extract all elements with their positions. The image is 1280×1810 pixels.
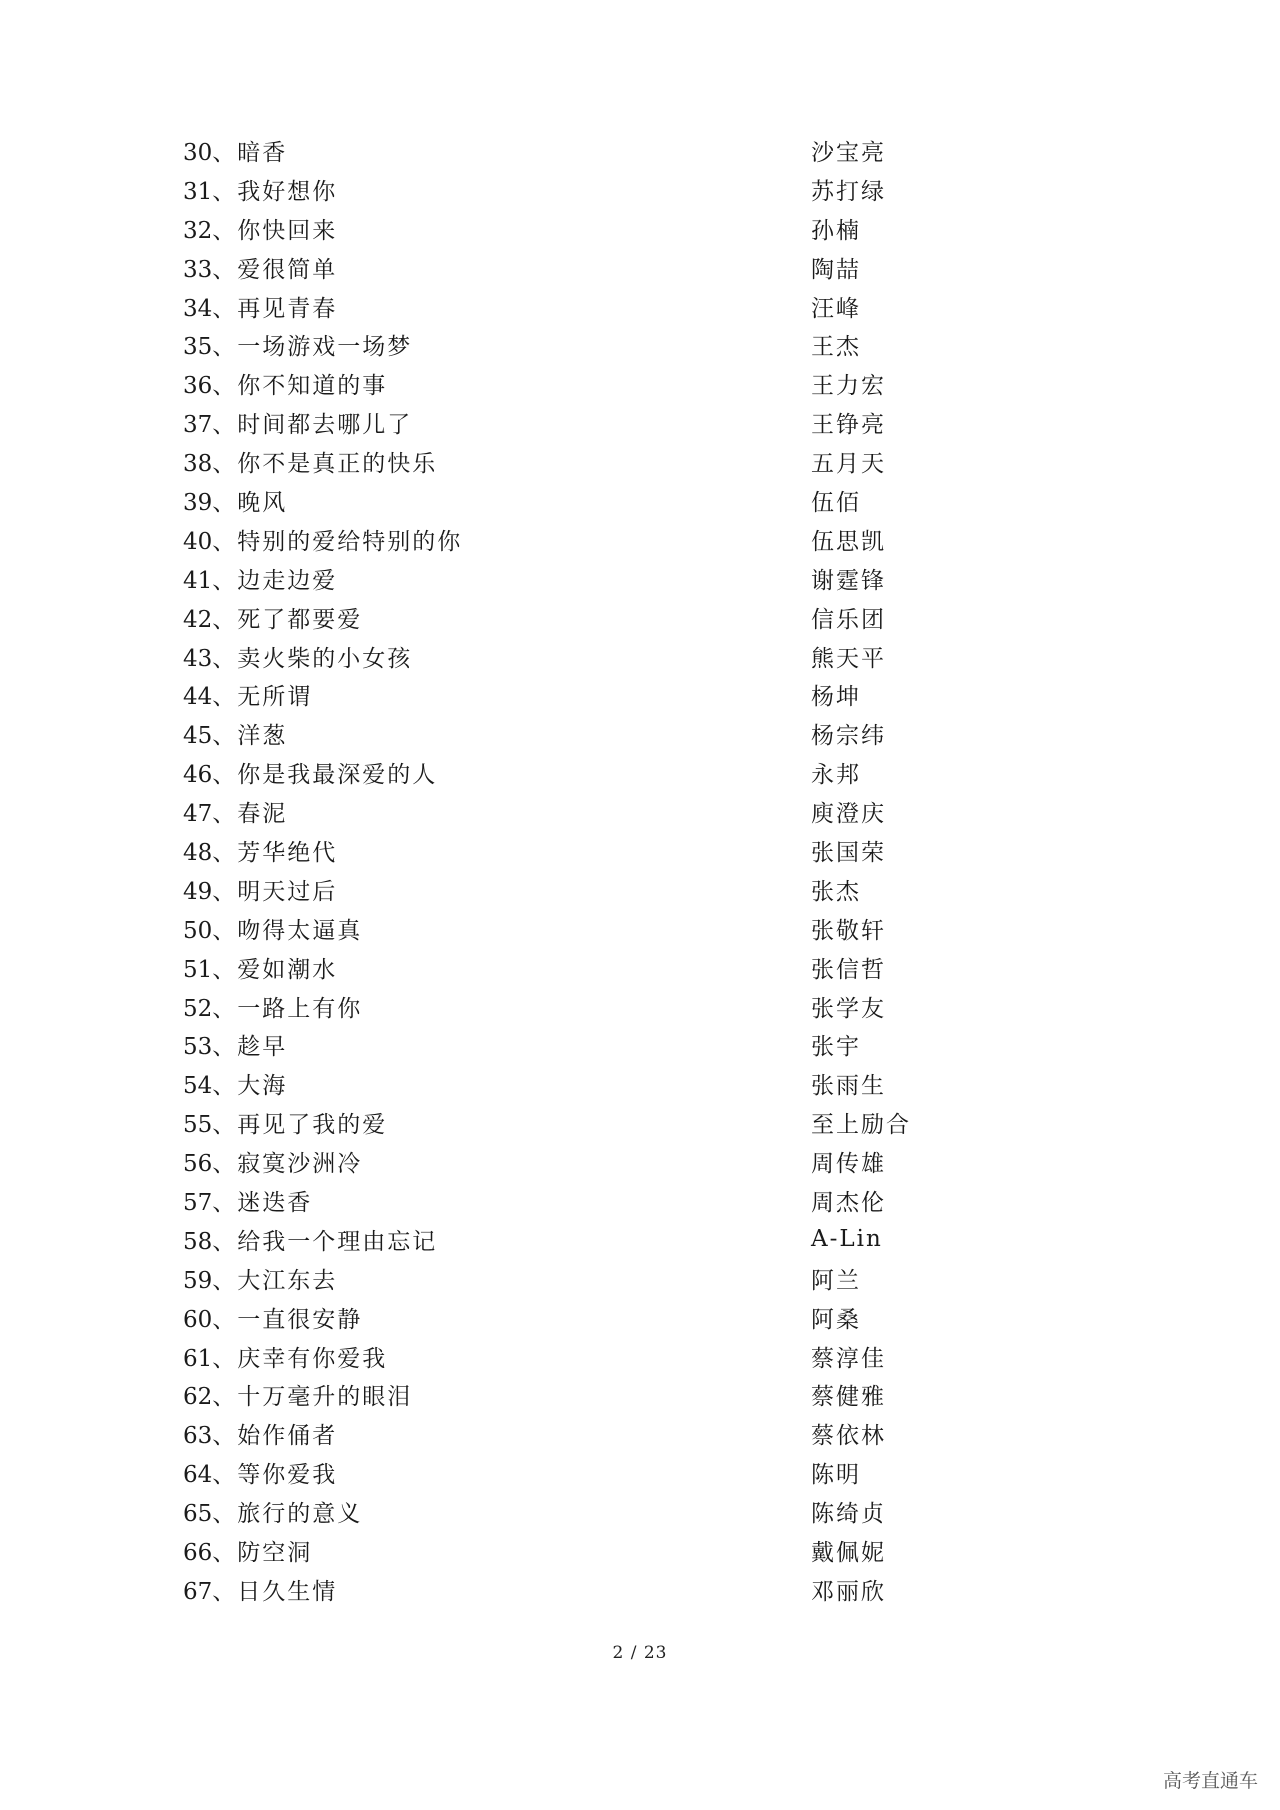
song-row [183,325,1003,364]
song-artist: 张学友 [811,995,886,1022]
song-title [183,1145,811,1178]
song-row [183,909,1003,948]
song-number: 50 [183,917,213,944]
song-name: 暗香 [237,139,288,166]
song-number: 63 [183,1423,213,1450]
song-number-separator: 、 [212,878,238,905]
song-number-separator: 、 [212,139,238,166]
song-name: 芳华绝代 [237,839,338,866]
song-name: 大江东去 [237,1267,338,1294]
song-number: 40 [183,528,213,555]
song-row [183,870,1003,909]
song-name: 等你爱我 [237,1462,338,1489]
song-name: 再见青春 [237,295,338,322]
song-number-separator: 、 [212,1501,238,1528]
song-title [183,717,811,750]
song-name: 给我一个理由忘记 [237,1228,438,1255]
song-number-separator: 、 [212,1151,238,1178]
song-title [183,1378,811,1411]
song-title [183,951,811,984]
song-name: 寂寞沙洲冷 [237,1151,363,1178]
song-number: 35 [183,334,213,361]
song-title [183,445,811,478]
song-list [183,131,1003,1609]
song-number: 51 [183,956,213,983]
song-name: 你不知道的事 [237,373,388,400]
song-name: 吻得太逼真 [237,917,363,944]
song-row [183,1453,1003,1492]
song-number-separator: 、 [212,606,238,633]
song-row [183,1025,1003,1064]
song-title [183,640,811,673]
song-name: 春泥 [237,801,288,828]
song-title [183,1417,811,1450]
song-number: 53 [183,1034,213,1061]
song-artist: 蔡健雅 [811,1384,886,1411]
song-artist: 陈明 [811,1462,861,1489]
song-title [183,1106,811,1139]
song-name: 爱很简单 [237,256,338,283]
song-row [183,714,1003,753]
song-title [183,1456,811,1489]
song-title [183,1223,811,1256]
song-number-separator: 、 [212,1578,238,1605]
song-artist: 王力宏 [811,373,886,400]
song-number: 62 [183,1384,213,1411]
song-number: 42 [183,606,213,633]
song-number: 38 [183,451,213,478]
song-number-separator: 、 [212,995,238,1022]
song-artist: 伍思凯 [811,528,886,555]
song-row [183,1220,1003,1259]
song-number: 31 [183,178,213,205]
song-title [183,251,811,284]
song-number: 45 [183,723,213,750]
song-title [183,1495,811,1528]
song-title [183,912,811,945]
song-artist: 王铮亮 [811,412,886,439]
song-number: 32 [183,217,213,244]
song-title [183,134,811,167]
song-number-separator: 、 [212,645,238,672]
song-row [183,1259,1003,1298]
song-row [183,1570,1003,1609]
song-number-separator: 、 [212,1345,238,1372]
song-artist: 邓丽欣 [811,1578,886,1605]
song-row [183,209,1003,248]
song-row [183,1492,1003,1531]
song-number-separator: 、 [212,1306,238,1333]
song-number: 49 [183,878,213,905]
song-artist: 永邦 [811,762,861,789]
song-row [183,948,1003,987]
song-artist: 苏打绿 [811,178,886,205]
song-number-separator: 、 [212,256,238,283]
song-number-separator: 、 [212,1462,238,1489]
song-name: 你是我最深爱的人 [237,762,438,789]
song-title [183,795,811,828]
song-artist: 张国荣 [811,839,886,866]
song-number-separator: 、 [212,1384,238,1411]
song-number: 55 [183,1112,213,1139]
song-row [183,1414,1003,1453]
song-number-separator: 、 [212,334,238,361]
song-row [183,1103,1003,1142]
song-number: 64 [183,1462,213,1489]
song-name: 卖火柴的小女孩 [237,645,413,672]
song-name: 特别的爱给特别的你 [237,528,463,555]
song-name: 大海 [237,1073,288,1100]
song-name: 迷迭香 [237,1189,313,1216]
song-number: 46 [183,762,213,789]
song-row [183,481,1003,520]
song-artist: 王杰 [811,334,861,361]
song-title [183,328,811,361]
song-row [183,1337,1003,1376]
song-number-separator: 、 [212,956,238,983]
song-title [183,1067,811,1100]
song-title [183,173,811,206]
page-number: 2 / 23 [612,1643,668,1663]
song-name: 一直很安静 [237,1306,363,1333]
song-name: 始作俑者 [237,1423,338,1450]
song-number: 36 [183,373,213,400]
song-number: 39 [183,489,213,516]
song-row [183,403,1003,442]
song-name: 你不是真正的快乐 [237,451,438,478]
song-name: 一路上有你 [237,995,363,1022]
song-title [183,1340,811,1373]
song-artist: 蔡依林 [811,1423,886,1450]
song-row [183,1531,1003,1570]
song-number-separator: 、 [212,295,238,322]
song-row [183,248,1003,287]
song-name: 我好想你 [237,178,338,205]
song-number: 37 [183,412,213,439]
song-number-separator: 、 [212,217,238,244]
song-artist: 杨坤 [811,684,861,711]
song-number-separator: 、 [212,489,238,516]
song-row [183,1142,1003,1181]
song-artist: 周杰伦 [811,1189,886,1216]
song-row [183,753,1003,792]
song-name: 十万毫升的眼泪 [237,1384,413,1411]
song-name: 死了都要爱 [237,606,363,633]
song-artist: 阿兰 [811,1267,861,1294]
song-title [183,1301,811,1334]
song-title [183,1534,811,1567]
song-artist: 汪峰 [811,295,861,322]
song-name: 洋葱 [237,723,288,750]
song-number-separator: 、 [212,1189,238,1216]
song-number-separator: 、 [212,412,238,439]
song-title [183,873,811,906]
song-name: 旅行的意义 [237,1501,363,1528]
song-number: 58 [183,1228,213,1255]
song-number-separator: 、 [212,1034,238,1061]
song-number-separator: 、 [212,528,238,555]
song-number: 41 [183,567,213,594]
song-title [183,756,811,789]
song-artist: 蔡淳佳 [811,1345,886,1372]
song-row [183,675,1003,714]
song-number-separator: 、 [212,801,238,828]
song-number-separator: 、 [212,762,238,789]
song-number: 47 [183,801,213,828]
song-row [183,364,1003,403]
song-number: 61 [183,1345,213,1372]
song-title [183,678,811,711]
song-row [183,1376,1003,1415]
song-artist: 张杰 [811,878,861,905]
song-number: 59 [183,1267,213,1294]
song-row [183,1181,1003,1220]
song-artist: 陈绮贞 [811,1501,886,1528]
song-number: 30 [183,139,213,166]
song-row [183,520,1003,559]
watermark: 高考直通车 [1162,1770,1258,1792]
song-number: 54 [183,1073,213,1100]
song-number-separator: 、 [212,1540,238,1566]
song-title [183,990,811,1023]
song-number-separator: 、 [212,451,238,478]
song-number: 57 [183,1189,213,1216]
song-title [183,290,811,323]
song-row [183,987,1003,1026]
song-row [183,831,1003,870]
song-artist: 戴佩妮 [811,1540,886,1566]
song-number: 33 [183,256,213,283]
song-title [183,601,811,634]
song-artist: 张雨生 [811,1073,886,1100]
song-title [183,212,811,245]
song-artist: 至上励合 [811,1112,911,1139]
song-number-separator: 、 [212,839,238,866]
song-number: 34 [183,295,213,322]
song-row [183,442,1003,481]
song-number: 65 [183,1501,213,1528]
song-title [183,1573,811,1606]
song-name: 一场游戏一场梦 [237,334,413,361]
song-title [183,406,811,439]
song-row [183,559,1003,598]
song-number: 43 [183,645,213,672]
song-row [183,170,1003,209]
song-number: 56 [183,1151,213,1178]
song-artist: 谢霆锋 [811,567,886,594]
song-title [183,834,811,867]
song-number: 66 [183,1540,213,1566]
song-artist: 阿桑 [811,1306,861,1333]
song-number: 60 [183,1306,213,1333]
song-artist: 张敬轩 [811,917,886,944]
song-number-separator: 、 [212,178,238,205]
song-number-separator: 、 [212,684,238,711]
song-name: 你快回来 [237,217,338,244]
song-row [183,1064,1003,1103]
song-title [183,367,811,400]
song-row [183,637,1003,676]
song-artist: 孙楠 [811,217,861,244]
song-title [183,484,811,517]
song-number-separator: 、 [212,723,238,750]
song-number-separator: 、 [212,1112,238,1139]
song-artist: 周传雄 [811,1151,886,1178]
song-title [183,562,811,595]
song-name: 无所谓 [237,684,313,711]
song-row [183,598,1003,637]
song-name: 趁早 [237,1034,288,1061]
song-artist: 伍佰 [811,489,861,516]
song-number-separator: 、 [212,1267,238,1294]
song-name: 再见了我的爱 [237,1112,388,1139]
song-artist: A-Lin [811,1226,883,1253]
song-title [183,1028,811,1061]
song-artist: 沙宝亮 [811,139,886,166]
song-name: 时间都去哪儿了 [237,412,413,439]
song-number-separator: 、 [212,567,238,594]
song-number: 44 [183,684,213,711]
song-artist: 五月天 [811,451,886,478]
song-number: 48 [183,839,213,866]
song-artist: 杨宗纬 [811,723,886,750]
song-number-separator: 、 [212,373,238,400]
song-name: 晚风 [237,489,288,516]
song-number-separator: 、 [212,917,238,944]
song-name: 边走边爱 [237,567,338,594]
song-number: 52 [183,995,213,1022]
song-name: 庆幸有你爱我 [237,1345,388,1372]
song-artist: 张信哲 [811,956,886,983]
song-row [183,792,1003,831]
song-name: 明天过后 [237,878,338,905]
song-artist: 熊天平 [811,645,886,672]
song-row [183,287,1003,326]
song-row [183,131,1003,170]
song-number-separator: 、 [212,1073,238,1100]
song-title [183,523,811,556]
song-title [183,1262,811,1295]
song-artist: 信乐团 [811,606,886,633]
song-row [183,1298,1003,1337]
song-title [183,1184,811,1217]
song-artist: 陶喆 [811,256,861,283]
song-number: 67 [183,1578,213,1605]
song-number-separator: 、 [212,1423,238,1450]
song-name: 防空洞 [237,1540,313,1566]
song-artist: 庾澄庆 [811,801,886,828]
song-artist: 张宇 [811,1034,861,1061]
song-name: 日久生情 [237,1578,338,1605]
song-number-separator: 、 [212,1228,238,1255]
song-name: 爱如潮水 [237,956,338,983]
